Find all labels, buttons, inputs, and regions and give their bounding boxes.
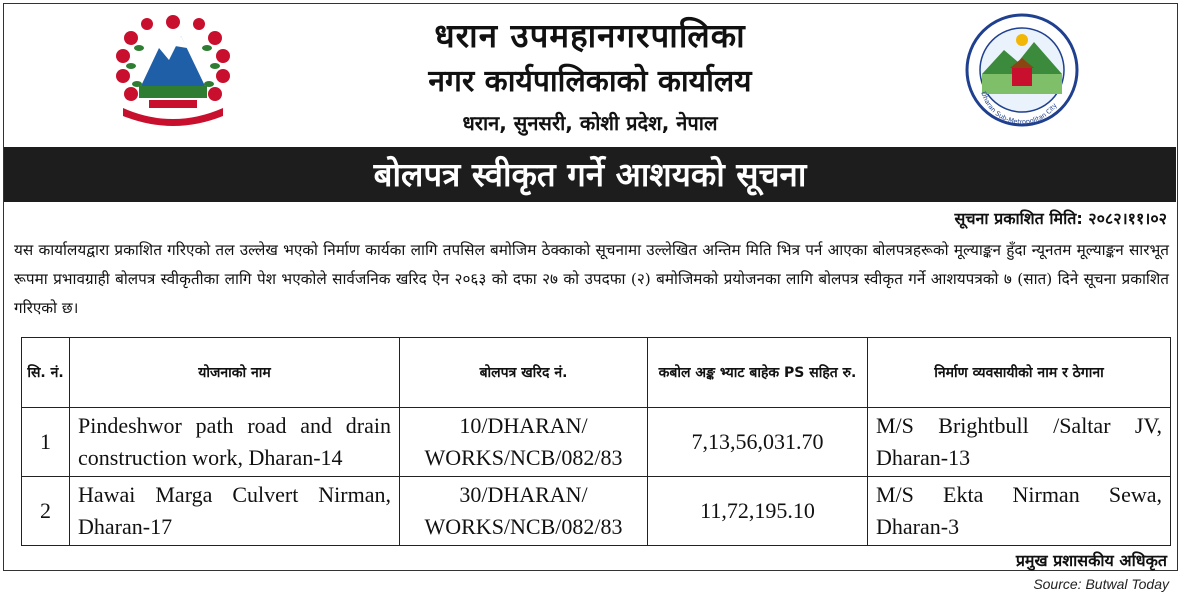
office-subtitle: नगर कार्यपालिकाको कार्यालय [428,64,752,99]
office-name: धरान उपमहानगरपालिका [434,16,746,55]
row-amount: 7,13,56,031.70 [648,408,868,477]
row-sn: 1 [22,408,70,477]
row-contractor: M/S Ekta Nirman Sewa, Dharan-3 [868,477,1171,546]
table-row [22,408,1171,477]
svg-text:Dharan Sub-Metropolitan City: Dharan Sub-Metropolitan City [979,90,1059,127]
row-contractor: M/S Brightbull /Saltar JV, Dharan-13 [868,408,1171,477]
notice-header [4,4,1176,146]
notice-intro: यस कार्यालयद्वारा प्रकाशित गरिएको तल उल्लेख भएको निर्माण कार्यका लागि तपसिल बमोजिम ठेक्काको सूचनामा उल्लेखित अन्तिम मिति भित्र पर्न आएका बोलपत्रहरूको मूल्याङ्कन हुँदा न्यूनतम मूल्याङ्कन सारभूत रूपमा प्रभावग्राही बोलपत्र स्वीकृतीका लागि पेश भएकोले सार्वजनिक खरिद ऐन २०६३ को दफा २७ को उपदफा (२) बमोजिमको प्रयोजनका लागि बोलपत्र स्वीकृत गर्ने आशयपत्रको ७ (सात) दिने सूचना प्रकाशित गरिएको छ। [14,241,1169,317]
row-bid-no: 30/DHARAN/ WORKS/NCB/082/83 [400,477,648,546]
notice-title: बोलपत्र स्वीकृत गर्ने आशयको सूचना [4,147,1176,202]
header-amount: कबोल अङ्क भ्याट बाहेक PS सहित रु. [648,338,868,408]
header-sn: सि. नं. [22,338,70,408]
row-project: Hawai Marga Culvert Nirman, Dharan-17 [70,477,400,546]
row-amount: 11,72,195.10 [648,477,868,546]
published-date: सूचना प्रकाशित मिति: २०८२।११।०२ [954,209,1167,228]
header-contractor: निर्माण व्यवसायीको नाम र ठेगाना [868,338,1171,408]
row-project: Pindeshwor path road and drain construction work, Dharan-14 [70,408,400,477]
row-bid-no: 10/DHARAN/ WORKS/NCB/082/83 [400,408,648,477]
header-bid-no: बोलपत्र खरिद नं. [400,338,648,408]
row-sn: 2 [22,477,70,546]
source-credit: Source: Butwal Today [1033,576,1169,592]
signatory: प्रमुख प्रशासकीय अधिकृत [1015,551,1167,570]
notice-frame [3,3,1178,571]
municipality-seal-icon [964,12,1080,128]
table-row [22,477,1171,546]
award-table [21,337,1171,546]
office-address: धरान, सुनसरी, कोशी प्रदेश, नेपाल [462,111,718,135]
table-header-row [22,338,1171,408]
header-project: योजनाको नाम [70,338,400,408]
